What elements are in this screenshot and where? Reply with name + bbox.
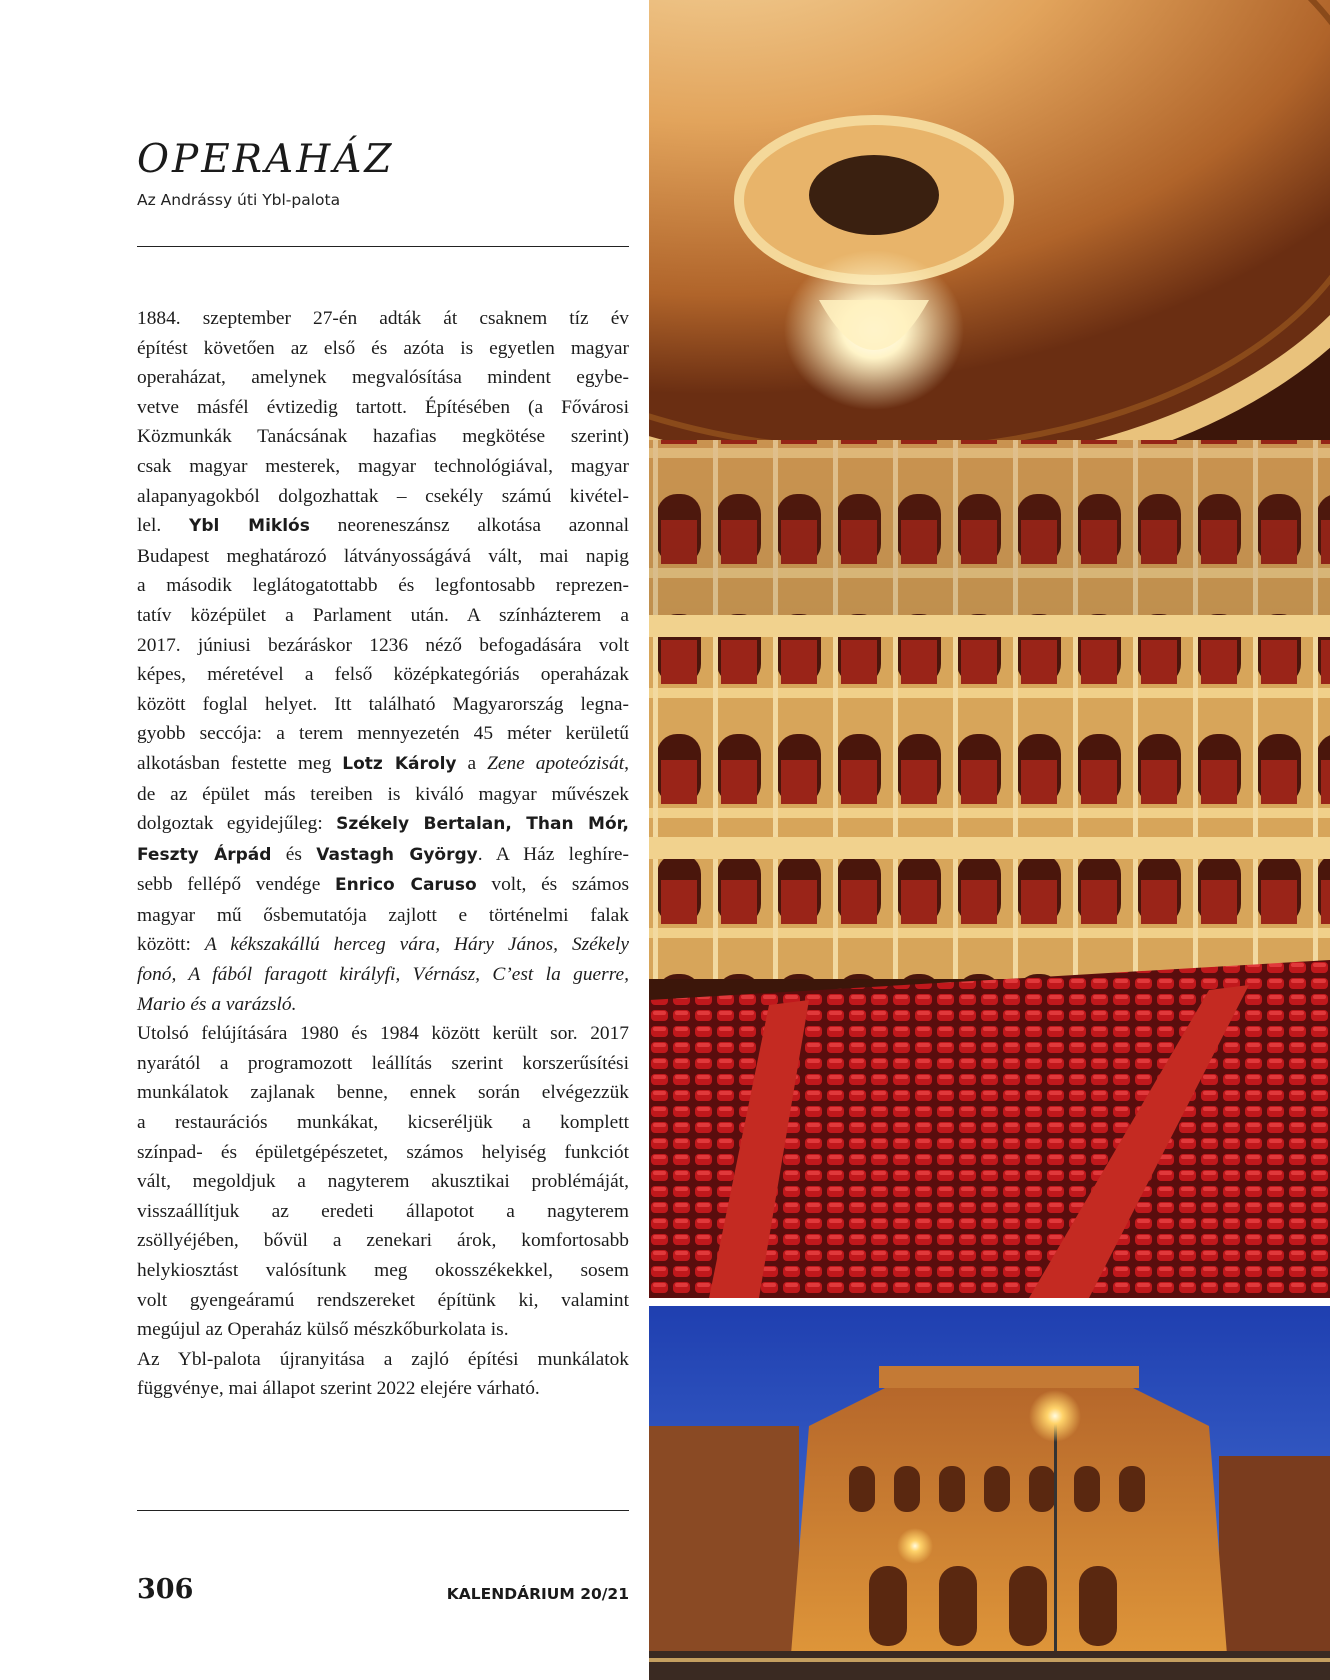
body-line bbox=[137, 393, 629, 423]
body-line bbox=[137, 1226, 629, 1256]
body-line bbox=[137, 1049, 629, 1079]
body-text-run: a bbox=[456, 752, 488, 774]
body-line bbox=[137, 511, 629, 542]
body-text-run: csak magyar mesterek, magyar technológiával, magyar bbox=[137, 455, 629, 477]
body-line bbox=[137, 870, 629, 901]
body-text-run: függvénye, mai állapot szerint 2022 elejére várható. bbox=[137, 1378, 540, 1400]
body-line bbox=[137, 780, 629, 810]
bold-name: Ybl Miklós bbox=[189, 516, 310, 537]
body-line bbox=[137, 690, 629, 720]
body-line bbox=[137, 1345, 629, 1375]
body-text-run: . A Ház leghíre- bbox=[477, 843, 629, 865]
auditorium-photo bbox=[649, 0, 1330, 1298]
body-line bbox=[137, 1167, 629, 1197]
bold-name: Vastagh György bbox=[316, 844, 478, 865]
body-line bbox=[137, 990, 629, 1020]
body-line bbox=[137, 304, 629, 334]
body-text-run: helykiosztást valósítunk meg okosszékekkel, sosem bbox=[137, 1260, 629, 1281]
body-line bbox=[137, 719, 629, 749]
body-text-run: alkotásban festette meg bbox=[137, 752, 343, 774]
body-text-run: lel. bbox=[137, 515, 190, 537]
body-text-run: 2017. júniusi bezáráskor 1236 néző befogadására volt bbox=[137, 634, 629, 656]
body-line bbox=[137, 1078, 629, 1108]
body-line bbox=[137, 422, 629, 452]
body-text-run: nyarától a programozott leállítás szerint korszerűsítési bbox=[137, 1052, 629, 1074]
text-column bbox=[137, 0, 629, 1680]
body-text-run: sebb fellépő vendége bbox=[137, 874, 336, 896]
body-line bbox=[137, 1256, 629, 1286]
body-line bbox=[137, 901, 629, 931]
body-line bbox=[137, 482, 629, 512]
body-text-run: megújul az Operaház külső mészkőburkolata is. bbox=[137, 1319, 509, 1341]
body-text-run: gyobb seccója: a terem mennyezetén 45 méter kerületű bbox=[137, 723, 629, 745]
article-body bbox=[137, 304, 629, 1404]
body-text-run: a restaurációs munkákat, kicseréljük a komplett bbox=[137, 1112, 629, 1134]
body-line bbox=[137, 1108, 629, 1138]
italic-title: Mario és a varázsló. bbox=[137, 993, 297, 1015]
body-text-run: között: bbox=[137, 934, 205, 956]
top-divider bbox=[137, 246, 629, 247]
body-line bbox=[137, 930, 629, 960]
body-text-run: és bbox=[271, 843, 317, 865]
body-text-run: között foglal helyet. Itt található Magyarország legna- bbox=[137, 693, 629, 715]
page-title: OPERAHÁZ bbox=[137, 137, 395, 182]
body-text-run: Az Ybl-palota újranyitása a zajló építési munkálatok bbox=[137, 1348, 629, 1370]
body-line bbox=[137, 1315, 629, 1345]
auditorium-illustration bbox=[649, 0, 1330, 1298]
body-text-run: a második leglátogatottabb és legfontosabb reprezen- bbox=[137, 575, 629, 597]
body-text-run: Budapest meghatározó látványosságává vált, mai napig bbox=[137, 545, 629, 567]
body-text-run: , bbox=[624, 752, 629, 774]
bold-name: Székely Bertalan, Than Mór, bbox=[336, 814, 629, 835]
body-text-run: operaházat, amelynek megvalósítása mindent egybe- bbox=[137, 367, 629, 389]
body-text-run: magyar mű ősbemutatója zajlott e történelmi falak bbox=[137, 904, 629, 926]
publication-name: KALENDÁRIUM 20/21 bbox=[446, 1585, 629, 1603]
body-text-run: dolgoztak egyidejűleg: bbox=[137, 813, 337, 835]
body-text-run: képes, méretével a felső középkategóriás operaházak bbox=[137, 664, 629, 686]
body-text-run: vált, megoldjuk a nagyterem akusztikai problémáját, bbox=[137, 1171, 629, 1193]
body-text-run: volt gyengeáramú rendszereket építünk ki, valamint bbox=[137, 1289, 629, 1311]
body-line bbox=[137, 1138, 629, 1168]
body-line bbox=[137, 809, 629, 840]
body-line bbox=[137, 840, 629, 871]
body-line bbox=[137, 1286, 629, 1316]
bold-name: Lotz Károly bbox=[342, 753, 457, 774]
body-line bbox=[137, 334, 629, 364]
body-line bbox=[137, 960, 629, 990]
body-line bbox=[137, 571, 629, 601]
bold-name: Feszty Árpád bbox=[137, 844, 272, 865]
body-line bbox=[137, 1019, 629, 1049]
facade-photo bbox=[649, 1306, 1330, 1680]
body-line bbox=[137, 660, 629, 690]
italic-title: A kékszakállú herceg vára, Háry János, Székely bbox=[204, 934, 629, 956]
body-text-run: munkálatok zajlanak benne, ennek során elvégezzük bbox=[137, 1082, 629, 1104]
bottom-divider bbox=[137, 1510, 629, 1511]
body-line bbox=[137, 542, 629, 572]
body-text-run: zsöllyéjében, bővül a zenekari árok, komfortosabb bbox=[137, 1230, 629, 1252]
body-text-run: építést követően az első és azóta is egyetlen magyar bbox=[137, 337, 629, 359]
body-text-run: színpad- és épületgépészetet, számos helyiség funkciót bbox=[137, 1141, 629, 1163]
body-text-run: neoreneszánsz alkotása azonnal bbox=[309, 515, 629, 537]
italic-title: Zene apoteózisát bbox=[487, 752, 625, 774]
body-text-run: visszaállítjuk az eredeti állapotot a nagyterem bbox=[137, 1200, 629, 1222]
body-text-run: vetve másfél évtizedig tartott. Építésében (a Fővárosi bbox=[137, 396, 629, 418]
body-text-run: Utolsó felújítására 1980 és 1984 között került sor. 2017 bbox=[137, 1023, 629, 1045]
bold-name: Enrico Caruso bbox=[335, 875, 477, 896]
body-line bbox=[137, 363, 629, 393]
body-text-run: 1884. szeptember 27-én adták át csaknem tíz év bbox=[137, 308, 629, 329]
body-line bbox=[137, 749, 629, 780]
page-subtitle: Az Andrássy úti Ybl-palota bbox=[137, 191, 341, 209]
page-number: 306 bbox=[137, 1574, 194, 1605]
body-text-run: volt, és számos bbox=[476, 874, 629, 896]
body-text-run: Közmunkák Tanácsának hazafias megkötése szerint) bbox=[137, 426, 629, 448]
body-line bbox=[137, 1374, 629, 1404]
body-text-run: tatív középület a Parlament után. A színházterem a bbox=[137, 604, 629, 626]
facade-illustration bbox=[649, 1306, 1330, 1680]
body-line bbox=[137, 631, 629, 661]
body-line bbox=[137, 601, 629, 631]
body-text-run: de az épület más tereiben is kiváló magyar művészek bbox=[137, 783, 629, 805]
italic-title: fonó, A fából faragott királyfi, Vérnász, C’est la guerre, bbox=[137, 964, 629, 986]
body-text-run: alapanyagokból dolgozhattak – csekély számú kivétel- bbox=[137, 485, 629, 507]
body-line bbox=[137, 1197, 629, 1227]
body-line bbox=[137, 452, 629, 482]
